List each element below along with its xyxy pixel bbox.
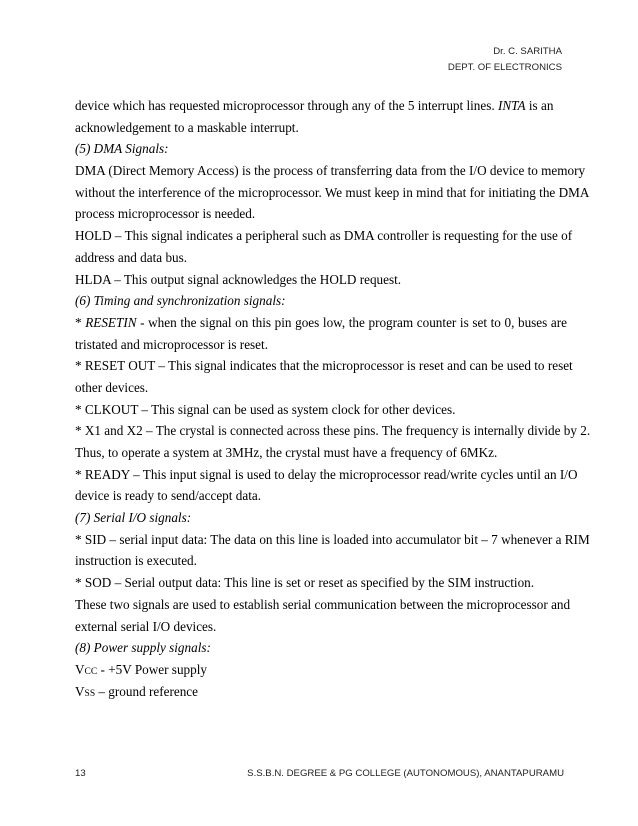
bullet: *	[75, 314, 82, 330]
footer-college: S.S.B.N. DEGREE & PG COLLEGE (AUTONOMOUS), ANANTAPURAMU	[247, 768, 564, 779]
text-line: other devices.	[75, 379, 149, 395]
text-run: V	[75, 683, 85, 699]
text-line: Thus, to operate a system at 3MHz, the crystal must have a frequency of 6MKz.	[75, 445, 498, 460]
text-line: tristated and microprocessor is reset.	[75, 336, 268, 352]
text-line: address and data bus.	[75, 249, 188, 265]
text-line	[75, 95, 567, 117]
text-line: external serial I/O devices.	[75, 618, 217, 634]
section-heading-serial: (7) Serial I/O signals:	[75, 510, 192, 526]
text-run: is an	[528, 98, 554, 113]
text-line	[75, 659, 567, 681]
resetin-signal-name: RESETIN	[85, 314, 137, 330]
text-run: – ground reference	[95, 683, 198, 699]
text-run: - +5V Power supply	[97, 661, 207, 677]
text-line: * CLKOUT – This signal can be used as system clock for other devices.	[75, 401, 456, 417]
page-footer	[75, 768, 564, 779]
vcc-subscript: CC	[84, 666, 98, 677]
document-body	[75, 95, 591, 702]
text-line: * SID – serial input data: The data on this line is loaded into accumulator bit – 7 whenever a RIM	[75, 531, 590, 547]
section-heading-power: (8) Power supply signals:	[75, 640, 211, 656]
text-line: instruction is executed.	[75, 553, 197, 569]
header-department: DEPT. OF ELECTRONICS	[447, 62, 562, 73]
text-line: HOLD – This signal indicates a peripheral such as DMA controller is requesting for the use of	[75, 228, 573, 244]
text-run: V	[75, 661, 85, 677]
text-line: * RESET OUT – This signal indicates that the microprocessor is reset and can be used to reset	[75, 358, 573, 374]
section-heading-dma: (5) DMA Signals:	[75, 141, 169, 157]
page-header	[448, 44, 562, 76]
text-line	[75, 681, 567, 703]
inta-signal-name: INTA	[497, 98, 526, 113]
page-number: 13	[75, 768, 86, 779]
vss-subscript: SS	[84, 688, 96, 699]
text-line: HLDA – This output signal acknowledges the HOLD request.	[75, 271, 402, 287]
text-line: * SOD – Serial output data: This line is set or reset as specified by the SIM instruction.	[75, 575, 535, 591]
header-author: Dr. C. SARITHA	[493, 46, 562, 57]
text-line: DMA (Direct Memory Access) is the process of transferring data from the I/O device to memory	[75, 163, 586, 179]
text-line: * X1 and X2 – The crystal is connected across these pins. The frequency is internally divide by 2.	[75, 423, 591, 439]
text-line: * READY – This input signal is used to delay the microprocessor read/write cycles until an I/O	[75, 466, 578, 482]
text-line	[75, 312, 567, 334]
text-line: acknowledgement to a maskable interrupt.	[75, 119, 299, 135]
text-line: device is ready to send/accept data.	[75, 488, 262, 504]
text-line: These two signals are used to establish serial communication between the microprocessor and	[75, 596, 571, 612]
text-line: process microprocessor is needed.	[75, 206, 256, 222]
section-heading-timing: (6) Timing and synchronization signals:	[75, 293, 286, 309]
text-run: - when the signal on this pin goes low, the program counter is set to 0, buses are	[140, 314, 568, 330]
text-run: device which has requested microprocessor through any of the 5 interrupt lines.	[75, 98, 495, 113]
text-line: without the interference of the microprocessor. We must keep in mind that for initiating the DMA	[75, 184, 590, 200]
